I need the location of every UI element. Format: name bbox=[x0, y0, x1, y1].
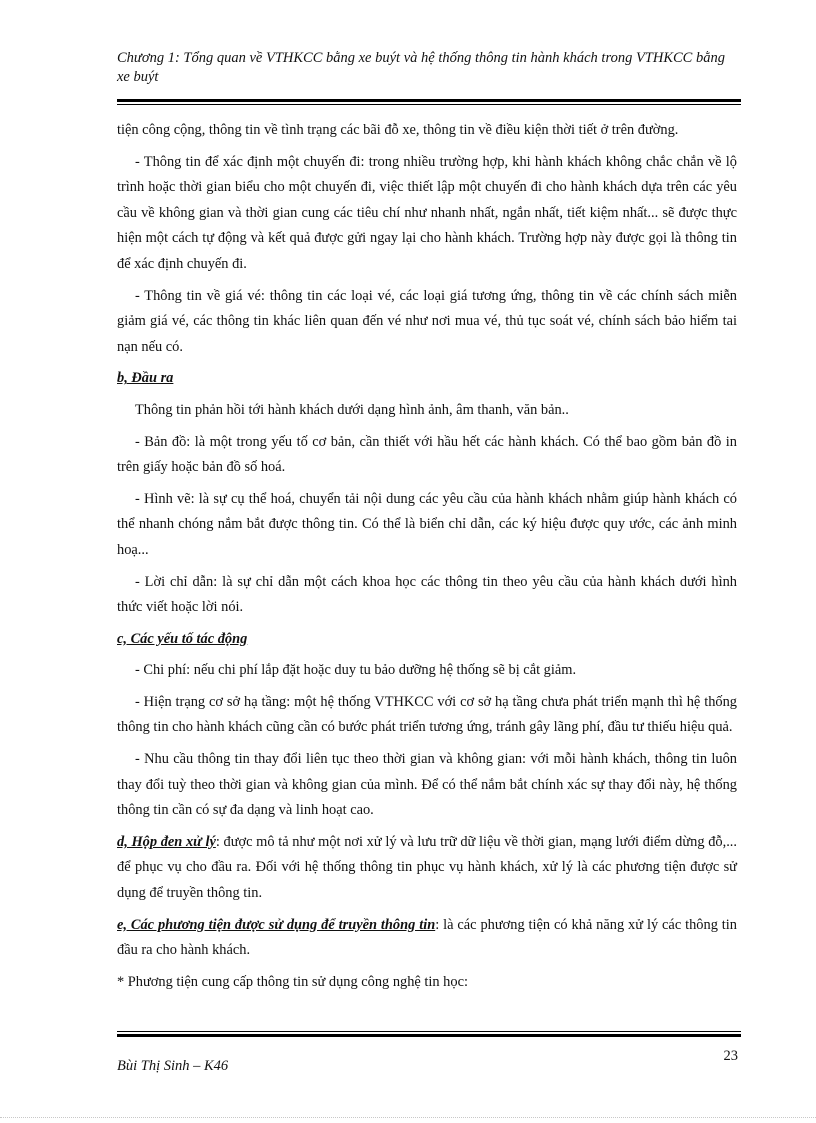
paragraph: - Hiện trạng cơ sở hạ tầng: một hệ thống VTHKCC với cơ sở hạ tầng chưa phát triển mạnh thì hệ thống thông tin cho hành khách cũng cần có bước phát triển tương ứng, tránh gây lãng phí, đầu tư thiếu hiệu quả. bbox=[117, 693, 737, 736]
page-body bbox=[117, 118, 737, 1001]
paragraph: - Thông tin về giá vé: thông tin các loại vé, các loại giá tương ứng, thông tin về các chính sách miễn giảm giá vé, các thông tin khác liên quan đến vé như nơi mua vé, thủ tục soát vé, chính sách bảo hiểm tai nạn nếu có. bbox=[117, 287, 737, 355]
section-heading-b-text: b, Đầu ra bbox=[117, 370, 174, 387]
section-heading-c bbox=[117, 627, 737, 653]
section-heading-e: e, Các phương tiện được sử dụng để truyền thông tin bbox=[117, 916, 436, 933]
header-rule bbox=[117, 99, 741, 105]
paragraph-e-text: : là các phương tiện có khả năng xử lý các thông tin đầu ra cho hành khách. bbox=[117, 916, 737, 959]
page-number: 23 bbox=[723, 1048, 738, 1064]
footer-author: Bùi Thị Sinh – K46 bbox=[117, 1058, 229, 1074]
section-heading-d: d, Hộp đen xử lý bbox=[117, 833, 216, 850]
paragraph: Thông tin phản hồi tới hành khách dưới dạng hình ảnh, âm thanh, văn bản.. bbox=[135, 401, 569, 418]
section-heading-b bbox=[117, 366, 737, 392]
paragraph: - Hình vẽ: là sự cụ thể hoá, chuyển tải nội dung các yêu cầu của hành khách nhằm giúp hành khách có thể nhanh chóng nắm bắt được thông tin. Có thể là biển chỉ dẫn, các ký hiệu được quy ước, các ảnh minh hoạ... bbox=[117, 490, 737, 558]
footer-rule bbox=[117, 1031, 741, 1037]
paragraph-d-text: : được mô tả như một nơi xử lý và lưu trữ dữ liệu về thời gian, mạng lưới điểm dừng đỗ,... để phục vụ cho đầu ra. Đối với hệ thống thông tin phục vụ hành khách, xử lý là các phương tiện được sử dụng để truyền thông tin. bbox=[117, 833, 738, 902]
page-edge-divider bbox=[0, 1117, 816, 1118]
paragraph: tiện công cộng, thông tin về tình trạng các bãi đỗ xe, thông tin về điều kiện thời tiết ở trên đường. bbox=[117, 122, 679, 138]
paragraph: - Bản đồ: là một trong yếu tố cơ bản, cần thiết với hầu hết các hành khách. Có thể bao gồm bản đồ in trên giấy hoặc bản đồ số hoá. bbox=[117, 433, 737, 476]
paragraph-e bbox=[117, 913, 737, 964]
paragraph: - Thông tin để xác định một chuyến đi: trong nhiều trường hợp, khi hành khách không chắc chắn về lộ trình hoặc thời gian biểu cho một chuyến đi, việc thiết lập một chuyến đi cho hành khách dựa trên các yêu cầu về không gian và thời gian cung các tiêu chí như nhanh nhất, ngắn nhất, tiết kiệm nhất... sẽ được thực hiện một cách tự động và kết quả được gửi ngay lại cho hành khách. Trường hợp này được gọi là thông tin để xác định chuyến đi. bbox=[117, 153, 737, 272]
running-header: Chương 1: Tổng quan về VTHKCC bằng xe buýt và hệ thống thông tin hành khách trong VTHKCC bằng xe buýt bbox=[117, 50, 725, 85]
paragraph: - Nhu cầu thông tin thay đổi liên tục theo thời gian và không gian: với mỗi hành khách, thông tin luôn thay đổi tuỳ theo thời gian và không gian của mình. Để có thể nắm bắt chính xác sự thay đổi này, hệ thống thông tin cần có sự đa dạng và linh hoạt cao. bbox=[117, 751, 737, 819]
paragraph: * Phương tiện cung cấp thông tin sử dụng công nghệ tin học: bbox=[117, 973, 468, 990]
paragraph: - Chi phí: nếu chi phí lắp đặt hoặc duy tu bảo dưỡng hệ thống sẽ bị cắt giảm. bbox=[135, 662, 577, 679]
section-heading-c-text: c, Các yếu tố tác động bbox=[117, 630, 248, 647]
paragraph: - Lời chỉ dẫn: là sự chỉ dẫn một cách khoa học các thông tin theo yêu cầu của hành khách dưới hình thức viết hoặc lời nói. bbox=[117, 573, 737, 616]
paragraph-d bbox=[117, 830, 737, 907]
